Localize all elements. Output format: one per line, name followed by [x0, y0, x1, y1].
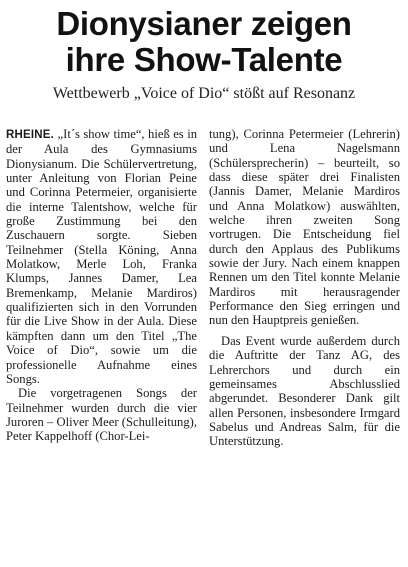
paragraph: tung), Corinna Petermeier (Lehrerin) und Lena Nagelsmann (Schülersprecherin) – beurteilt, so dass diese später drei Finalisten (Jannis Damer, Melanie Mardiros und Anna Molatkow) auswählten, welche ihren zweiten Song vortrugen. Die Entscheidung fiel durch den Applaus des Publikums sowie der Jury. Nach einem knappen Rennen um den Titel konnte Melanie Mardiros mit herausragender Performance den Sieg erringen und nun den Hauptpreis genießen.: [209, 127, 400, 328]
paragraph: [6, 127, 197, 386]
headline-line-2: ihre Show-Talente: [65, 41, 343, 78]
headline: [6, 6, 402, 78]
paragraph: Die vorgetragenen Songs der Teilnehmer wurden durch die vier Juroren – Oliver Meer (Schulleitung), Peter Kappelhoff (Chor-Lei-: [6, 386, 197, 444]
column-left: [6, 127, 197, 449]
article-body: [6, 127, 400, 449]
dateline: RHEINE.: [6, 129, 55, 141]
paragraph: Das Event wurde außerdem durch die Auftritte der Tanz AG, des Lehrerchors und durch ein gemeinsames Abschlusslied abgerundet. Besonderer Dank gilt allen Personen, insbesondere Irmgard Sabelus und Andreas Salm, für die Unterstützung.: [209, 333, 400, 449]
subheadline: Wettbewerb „Voice of Dio“ stößt auf Resonanz: [52, 85, 356, 102]
column-right: [209, 127, 400, 449]
paragraph-text: „It´s show time“, hieß es in der Aula des Gymnasiums Dionysianum. Die Schülervertretung, unter Anleitung von Florian Peine und Corinna Petermeier, organisierte die interne Talentshow, welche für große Zustimmung bei den Zuschauern sorgte. Sieben Teilnehmer (Stella Köning, Anna Molatkow, Merle Loh, Franka Klumps, Jannes Damer, Lea Bremenkamp, Melanie Mardiros) qualifizierten sich in den Vorrunden für die Live Show in der Aula. Diese kämpften dann um den Titel „The Voice of Dio“, sowie um die professionelle Aufnahme eines Songs.: [6, 127, 197, 386]
headline-line-1: Dionysianer zeigen: [56, 5, 352, 42]
